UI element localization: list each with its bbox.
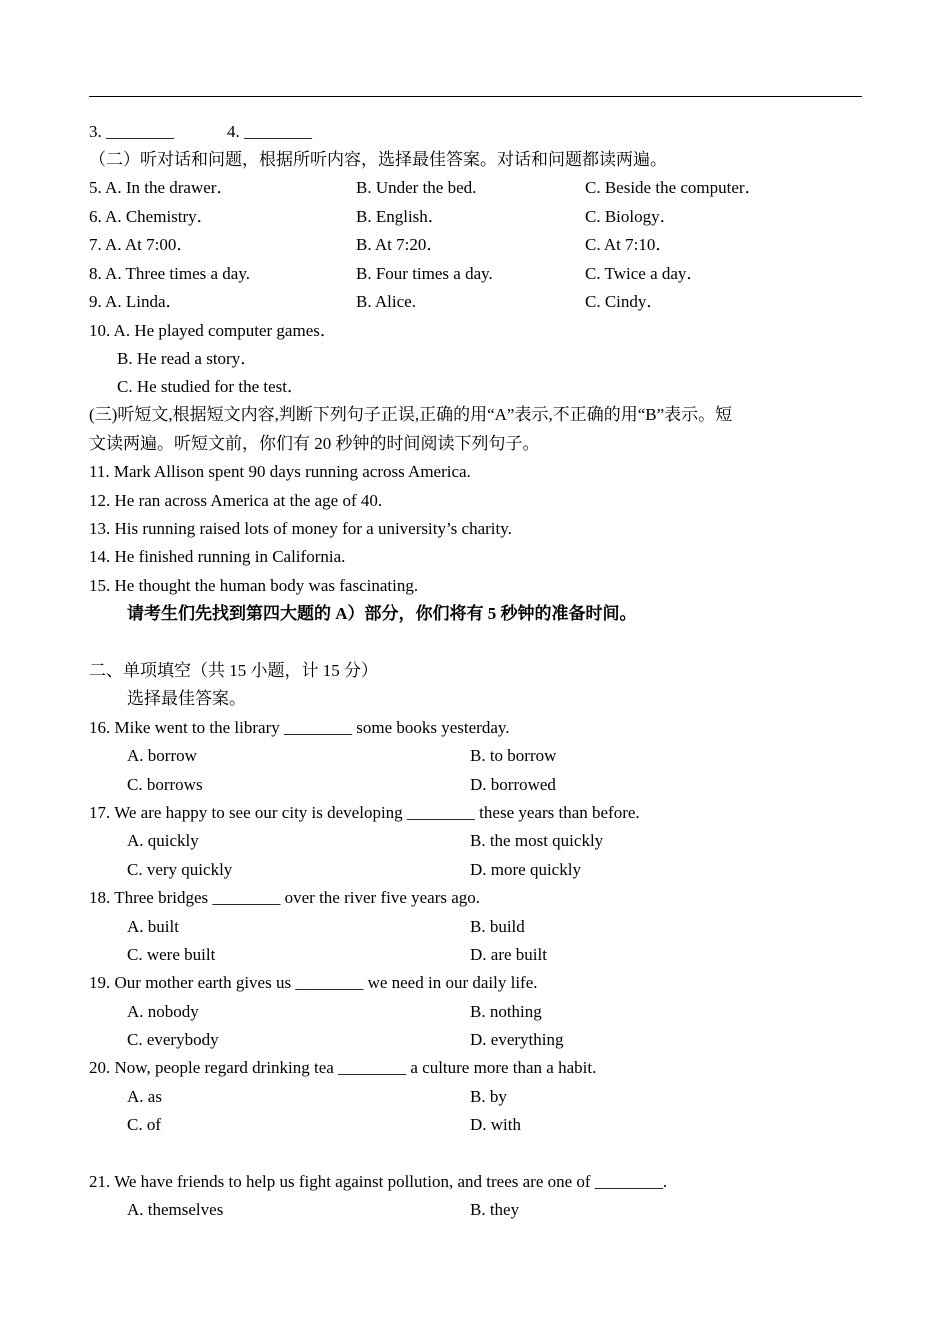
q18-option-d: D. are built [470,945,547,964]
q5-option-c: C. Beside the computer． [585,178,762,197]
q20-option-c: C. of [127,1115,161,1134]
q19-stem: 19. Our mother earth gives us ________ we need in our daily life. [89,973,538,992]
q18-stem: 18. Three bridges ________ over the river five years ago. [89,888,481,907]
part3-instruction-line2: 文读两遍。听短文前，你们有 20 秒钟的时间阅读下列句子。 [89,434,540,453]
q7-option-a: 7. A. At 7:00． [89,235,194,254]
q10-option-b: B. He read a story． [117,349,258,368]
q7-option-c: C. At 7:10． [585,235,673,254]
q16-option-b: B. to borrow [470,746,557,765]
answer-blank-3: 3. ________ [89,122,174,141]
q9-option-c: C. Cindy． [585,292,664,311]
statement-11: 11. Mark Allison spent 90 days running across America. [89,462,471,481]
q17-option-d: D. more quickly [470,860,581,879]
q19-option-b: B. nothing [470,1002,542,1021]
q19-option-c: C. everybody [127,1030,219,1049]
statement-12: 12. He ran across America at the age of 40. [89,491,383,510]
section2-title: 二、单项填空（共 15 小题，计 15 分） [89,661,378,680]
q17-stem: 17. We are happy to see our city is developing ________ these years than before. [89,803,640,822]
q8-option-a: 8. A. Three times a day. [89,264,250,283]
q6-option-b: B. English． [356,207,445,226]
q10-option-c: C. He studied for the test． [117,377,304,396]
q19-option-a: A. nobody [127,1002,199,1021]
q10-option-a: 10. A. He played computer games． [89,321,337,340]
q16-option-c: C. borrows [127,775,203,794]
q17-option-b: B. the most quickly [470,831,604,850]
q20-stem: 20. Now, people regard drinking tea ________ a culture more than a habit. [89,1058,597,1077]
q9-option-a: 9. A. Linda． [89,292,183,311]
prep-note: 请考生们先找到第四大题的 A）部分，你们将有 5 秒钟的准备时间。 [127,604,637,623]
q16-stem: 16. Mike went to the library ________ some books yesterday. [89,718,510,737]
statement-13: 13. His running raised lots of money for a university’s charity. [89,519,512,538]
q6-option-c: C. Biology． [585,207,677,226]
q5-option-a: 5. A. In the drawer． [89,178,234,197]
statement-14: 14. He finished running in California. [89,547,346,566]
q8-option-b: B. Four times a day. [356,264,493,283]
q6-option-a: 6. A. Chemistry． [89,207,214,226]
q21-option-a: A. themselves [127,1200,224,1219]
q20-option-b: B. by [470,1087,507,1106]
q21-stem: 21. We have friends to help us fight against pollution, and trees are one of ________. [89,1172,668,1191]
q18-option-b: B. build [470,917,525,936]
q19-option-d: D. everything [470,1030,564,1049]
answer-blank-4: 4. ________ [227,122,312,141]
q16-option-d: D. borrowed [470,775,556,794]
header-rule [89,96,862,97]
q5-option-b: B. Under the bed. [356,178,477,197]
part3-instruction-line1: (三)听短文,根据短文内容,判断下列句子正误,正确的用“A”表示,不正确的用“B”表示。短 [89,405,733,424]
q20-option-a: A. as [127,1087,162,1106]
statement-15: 15. He thought the human body was fascinating. [89,576,419,595]
q7-option-b: B. At 7:20． [356,235,444,254]
q17-option-a: A. quickly [127,831,199,850]
section2-instruction: 选择最佳答案。 [127,689,246,708]
q16-option-a: A. borrow [127,746,197,765]
q17-option-c: C. very quickly [127,860,233,879]
q9-option-b: B. Alice. [356,292,416,311]
q18-option-c: C. were built [127,945,216,964]
q18-option-a: A. built [127,917,179,936]
part2-instruction: （二）听对话和问题，根据所听内容，选择最佳答案。对话和问题都读两遍。 [89,150,667,169]
q20-option-d: D. with [470,1115,521,1134]
q21-option-b: B. they [470,1200,520,1219]
q8-option-c: C. Twice a day． [585,264,704,283]
